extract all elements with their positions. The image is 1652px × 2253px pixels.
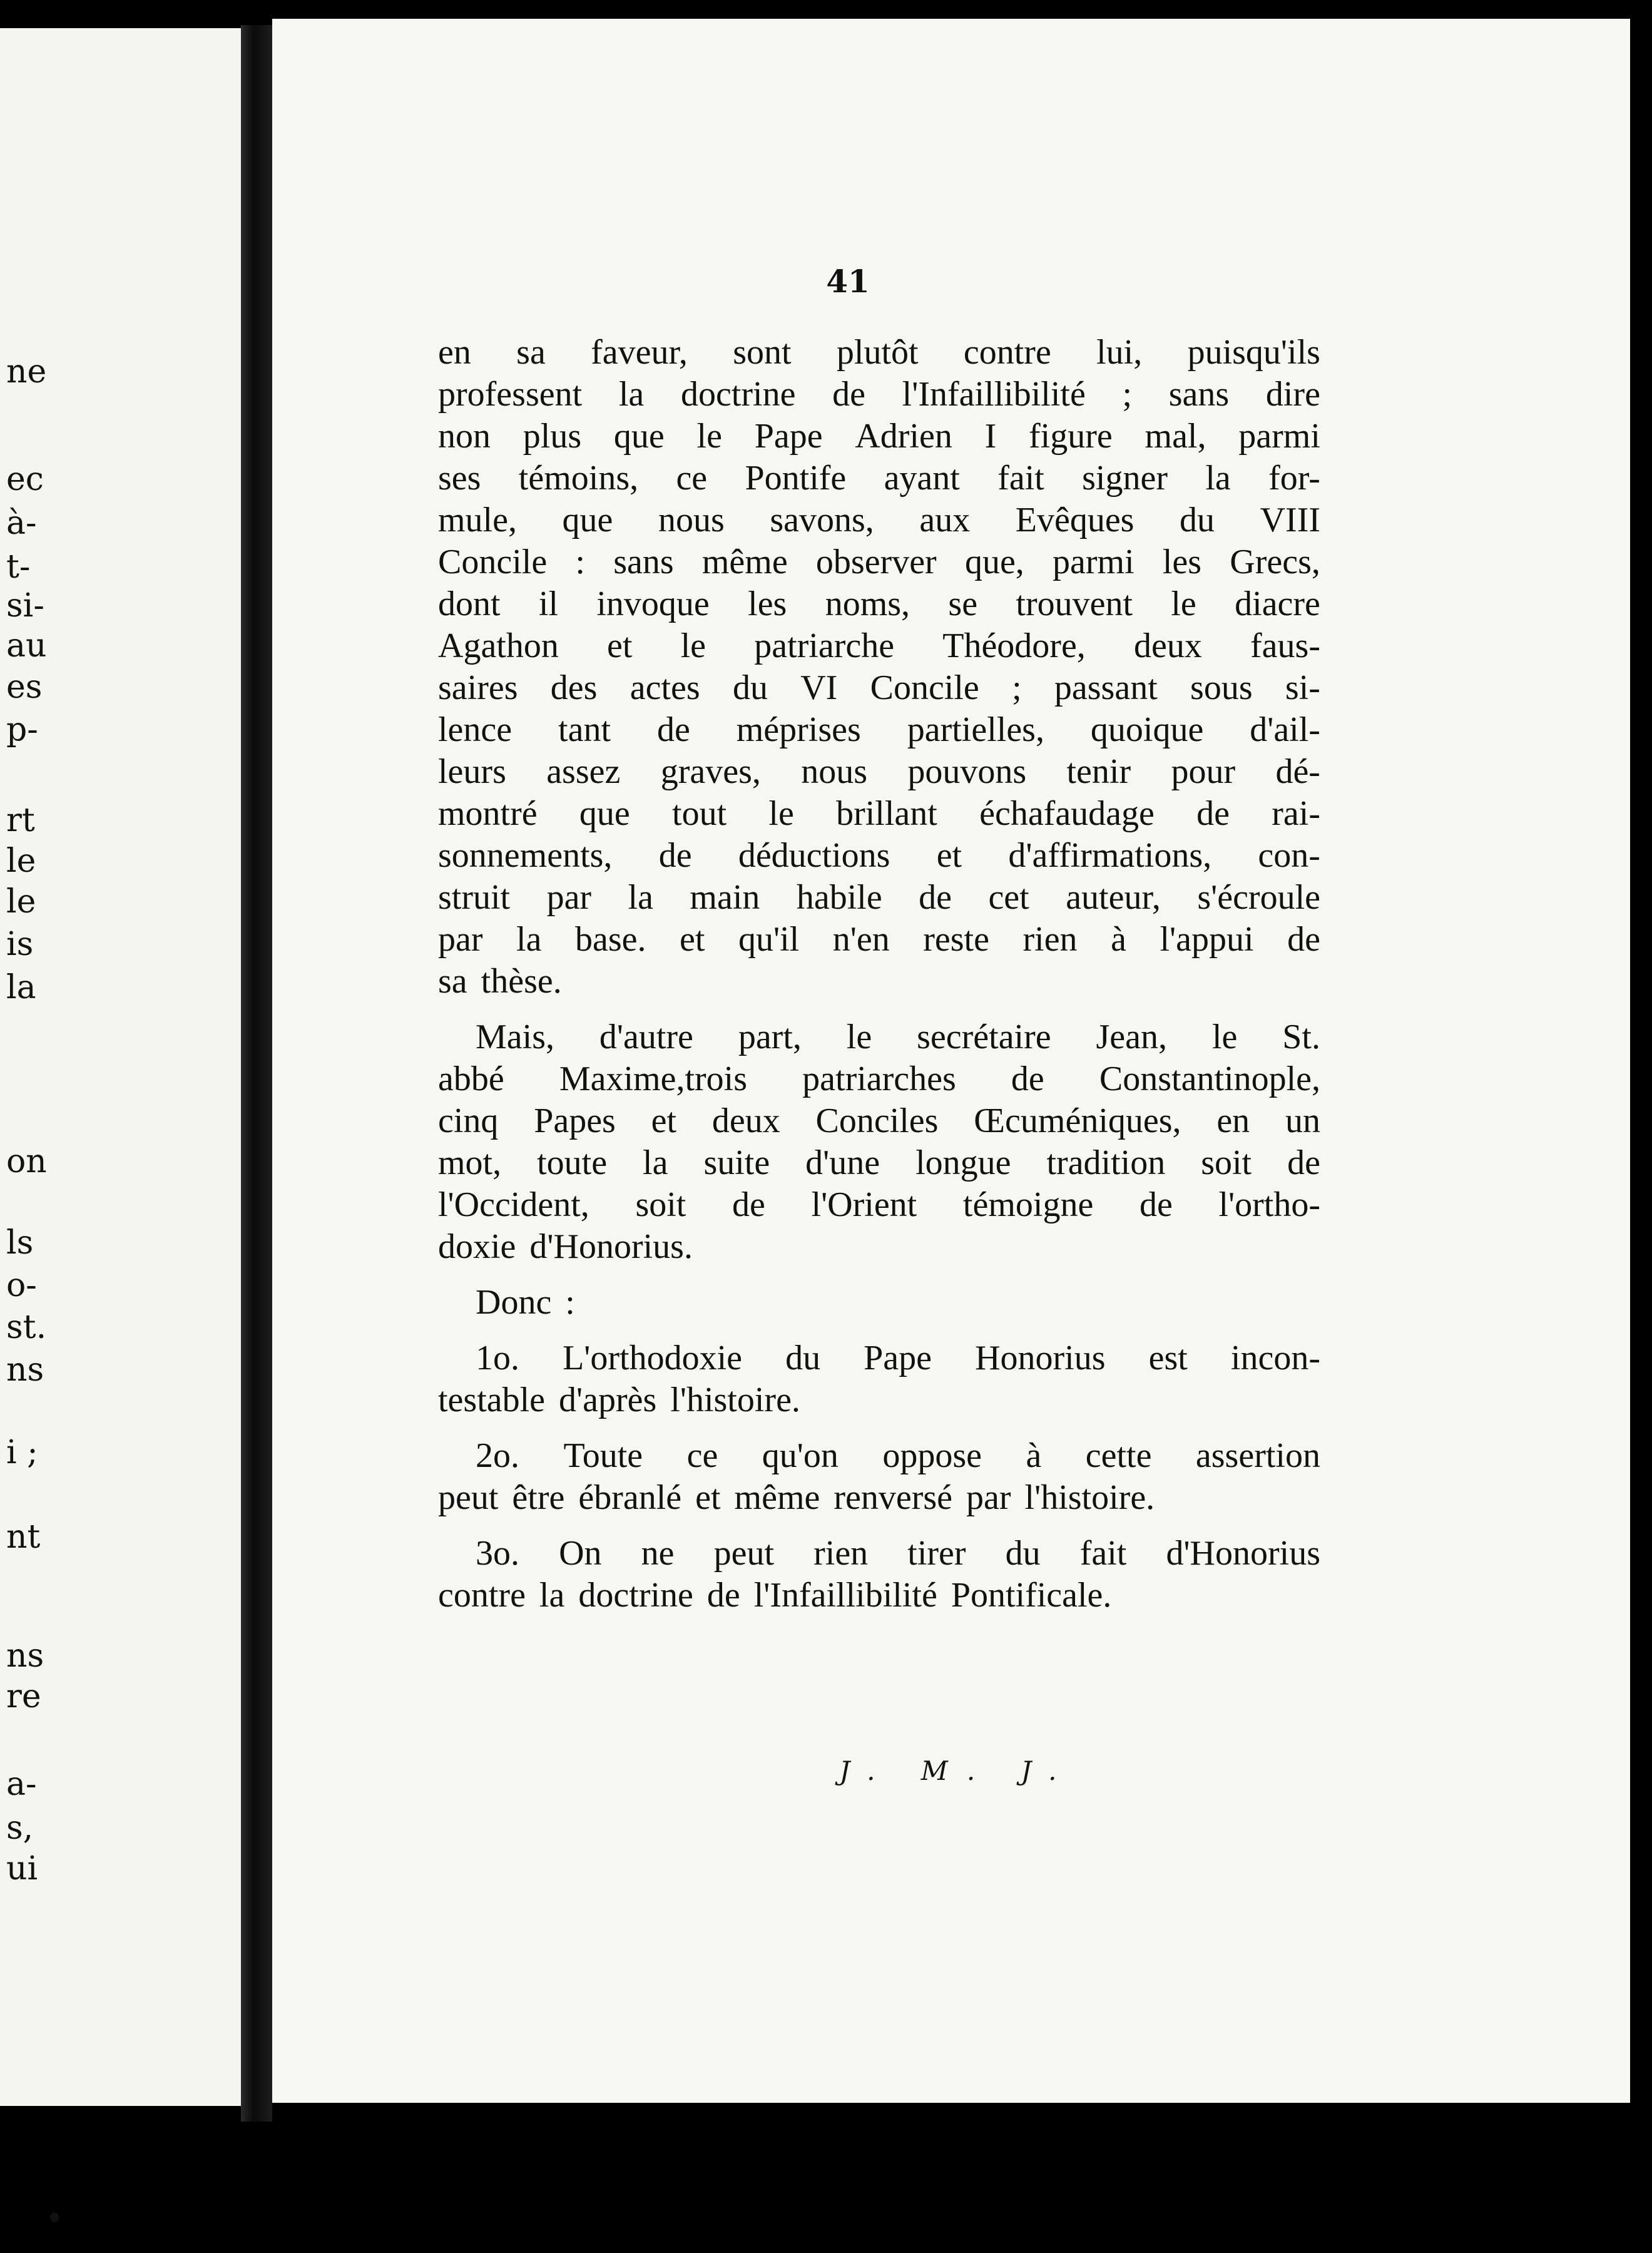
word: l'Infaillibilité — [753, 1576, 937, 1615]
word: testable — [438, 1381, 546, 1419]
word: un — [1285, 1101, 1320, 1140]
paragraph-gap — [438, 1519, 1320, 1533]
page-number: 41 — [826, 263, 870, 300]
left-page-fragment: on — [6, 1143, 47, 1180]
word: la — [516, 920, 542, 959]
paragraph-gap — [438, 1421, 1320, 1435]
word: que, — [964, 543, 1024, 581]
word: être — [512, 1478, 565, 1517]
word: patriarches — [802, 1060, 956, 1098]
word: si- — [1285, 668, 1320, 707]
left-page-edge — [0, 28, 241, 2106]
text-line — [438, 625, 1320, 667]
left-page-fragment: la — [6, 969, 36, 1006]
word: même — [701, 543, 788, 581]
word: plus — [523, 417, 582, 456]
word: assez — [546, 752, 621, 791]
text-line — [438, 1379, 1320, 1421]
word: sa — [516, 333, 546, 372]
word: deux — [711, 1101, 780, 1140]
word: L'orthodoxie — [563, 1339, 742, 1377]
word: cinq — [438, 1101, 499, 1140]
word: Pape — [754, 417, 823, 456]
word: quoique — [1090, 710, 1204, 749]
word: la — [643, 1143, 668, 1182]
word: Concile — [438, 543, 548, 581]
text-line — [438, 1184, 1320, 1226]
word: contre — [963, 333, 1051, 372]
word: d'Honorius. — [529, 1227, 693, 1266]
word: des — [550, 668, 598, 707]
word: fait — [1079, 1534, 1127, 1573]
word: faus- — [1250, 626, 1320, 665]
text-line — [438, 709, 1320, 751]
word: Jean, — [1096, 1018, 1168, 1056]
word: le — [768, 794, 794, 833]
word: Agathon — [438, 626, 559, 665]
word: mule, — [438, 501, 517, 539]
word: parmi — [1053, 543, 1134, 581]
left-page-fragment: i ; — [6, 1434, 38, 1471]
word: méprises — [736, 710, 861, 749]
word: qu'on — [762, 1436, 839, 1475]
text-line — [438, 1435, 1320, 1477]
word: suite — [703, 1143, 770, 1182]
word: contre — [438, 1576, 526, 1615]
word: lui, — [1096, 333, 1143, 372]
word: les — [1162, 543, 1202, 581]
word: con- — [1258, 836, 1320, 875]
word: et — [651, 1101, 677, 1140]
text-line — [438, 793, 1320, 835]
word: témoigne — [962, 1185, 1094, 1224]
word: passant — [1054, 668, 1158, 707]
word: trouvent — [1016, 585, 1133, 623]
word: le — [696, 417, 722, 456]
word: la — [1205, 459, 1231, 498]
word: d'ail- — [1250, 710, 1320, 749]
word: ce — [676, 459, 708, 498]
word: On — [559, 1534, 602, 1573]
word: habile — [796, 878, 882, 917]
word: rien — [1022, 920, 1078, 959]
word: doxie — [438, 1227, 516, 1266]
left-page-fragment: au — [6, 627, 47, 665]
word: le — [680, 626, 706, 665]
word: peut — [438, 1478, 499, 1517]
word: 1o. — [476, 1339, 519, 1377]
word: de — [1139, 1185, 1173, 1224]
word: même — [734, 1478, 820, 1517]
word: l'histoire. — [1024, 1478, 1155, 1517]
word: ; — [1122, 375, 1133, 414]
word: d'après — [559, 1381, 657, 1419]
word: toute — [537, 1143, 608, 1182]
left-page-fragment: t- — [6, 548, 31, 586]
word: par — [966, 1478, 1011, 1517]
word: plutôt — [836, 333, 919, 372]
word: Papes — [534, 1101, 616, 1140]
word: que — [579, 794, 630, 833]
word: sous — [1190, 668, 1253, 707]
word: tradition — [1046, 1143, 1166, 1182]
word: brillant — [836, 794, 937, 833]
word: l'Infaillibilité — [902, 375, 1086, 414]
word: de — [1196, 794, 1230, 833]
word: auteur, — [1066, 878, 1161, 917]
word: il — [538, 585, 559, 623]
word: Mais, — [476, 1018, 554, 1056]
word: Honorius — [975, 1339, 1106, 1377]
text-line — [438, 835, 1320, 877]
word: abbé — [438, 1060, 504, 1098]
word: sans — [1168, 375, 1230, 414]
left-page-fragment: ls — [6, 1224, 34, 1262]
word: patriarche — [754, 626, 895, 665]
word: et — [936, 836, 962, 875]
word: sans — [613, 543, 674, 581]
paragraph-gap — [438, 1268, 1320, 1282]
word: le — [1171, 585, 1196, 623]
word: et — [680, 920, 705, 959]
word: Pape — [864, 1339, 932, 1377]
word: tant — [558, 710, 611, 749]
word: Maxime,trois — [559, 1060, 748, 1098]
word: en — [438, 333, 471, 372]
word: struit — [438, 878, 511, 917]
word: professent — [438, 375, 583, 414]
text-line — [438, 583, 1320, 625]
word: l'Orient — [811, 1185, 917, 1224]
word: les — [748, 585, 787, 623]
word: témoins, — [518, 459, 639, 498]
word: assertion — [1195, 1436, 1320, 1475]
word: diacre — [1235, 585, 1320, 623]
word: la — [618, 375, 645, 414]
text-line — [438, 919, 1320, 961]
left-page-fragment: le — [6, 883, 36, 921]
word: du — [732, 668, 768, 707]
text-line — [438, 877, 1320, 919]
word: lence — [438, 710, 512, 749]
word: par — [546, 878, 592, 917]
word: que — [562, 501, 613, 539]
word: cette — [1085, 1436, 1152, 1475]
signature-jmj: J. M. J. — [839, 1755, 1076, 1786]
word: de — [832, 375, 865, 414]
word: d'autre — [599, 1018, 693, 1056]
word: du — [1180, 501, 1215, 539]
word: d'affirmations, — [1008, 836, 1212, 875]
word: du — [1005, 1534, 1041, 1573]
word: l'appui — [1160, 920, 1254, 959]
word: de — [732, 1185, 765, 1224]
left-page-fragment: nt — [6, 1518, 41, 1556]
word: se — [948, 585, 978, 623]
word: ses — [438, 459, 481, 498]
word: sonnements, — [438, 836, 613, 875]
text-line — [438, 1575, 1320, 1617]
word: qu'il — [738, 920, 800, 959]
word: de — [919, 878, 952, 917]
word: actes — [630, 668, 700, 707]
left-page-fragment: is — [6, 926, 34, 963]
word: mal, — [1145, 417, 1206, 456]
text-line — [438, 332, 1320, 374]
text-line — [438, 1100, 1320, 1142]
word: et — [607, 626, 633, 665]
word: aux — [919, 501, 971, 539]
text-line — [438, 1533, 1320, 1575]
word: Conciles — [815, 1101, 939, 1140]
text-line — [438, 1142, 1320, 1184]
word: dont — [438, 585, 501, 623]
text-line — [438, 1337, 1320, 1379]
word: rien — [813, 1534, 869, 1573]
word: 2o. — [476, 1436, 519, 1475]
word: que — [613, 417, 665, 456]
word: à — [1026, 1436, 1042, 1475]
word: ne — [641, 1534, 675, 1573]
word: 3o. — [476, 1534, 519, 1573]
word: du — [785, 1339, 821, 1377]
word: s'écroule — [1197, 878, 1320, 917]
word: VI — [800, 668, 838, 707]
word: doctrine — [680, 375, 796, 414]
left-page-fragment: à- — [6, 504, 37, 542]
text-line — [438, 416, 1320, 457]
word: sa — [438, 962, 467, 1001]
left-page-fragment: le — [6, 842, 36, 880]
word: Evêques — [1015, 501, 1134, 539]
body-text — [438, 332, 1320, 1617]
word: I — [984, 417, 997, 456]
left-page-fragment: es — [6, 668, 43, 706]
word: Toute — [563, 1436, 643, 1475]
paragraph-gap — [438, 1003, 1320, 1016]
left-page-fragment: p- — [6, 711, 38, 748]
word: part, — [738, 1018, 802, 1056]
word: partielles, — [907, 710, 1044, 749]
word: thèse. — [481, 962, 562, 1001]
word: observer — [815, 543, 937, 581]
word: soit — [1201, 1143, 1252, 1182]
word: montré — [438, 794, 538, 833]
word: ébranlé — [578, 1478, 682, 1517]
left-page-fragment: ui — [6, 1850, 38, 1888]
word: puisqu'ils — [1187, 333, 1320, 372]
paragraph-gap — [438, 1324, 1320, 1337]
word: mot, — [438, 1143, 502, 1182]
text-line — [438, 1477, 1320, 1519]
word: de — [1011, 1060, 1044, 1098]
left-page-fragment: o- — [6, 1267, 37, 1304]
text-line — [438, 541, 1320, 583]
text-line — [438, 499, 1320, 541]
left-page-fragment: re — [6, 1678, 41, 1715]
word: savons, — [770, 501, 874, 539]
word: parmi — [1238, 417, 1320, 456]
word: deux — [1133, 626, 1202, 665]
word: cet — [988, 878, 1029, 917]
text-line — [438, 1058, 1320, 1100]
left-page-fragment: ns — [6, 1351, 44, 1389]
word: Grecs, — [1230, 543, 1320, 581]
word: pouvons — [907, 752, 1027, 791]
word: déductions — [738, 836, 890, 875]
word: Pontificale. — [951, 1576, 1112, 1615]
word: Donc — [476, 1283, 552, 1322]
word: de — [706, 1576, 740, 1615]
left-page-fragment: si- — [6, 587, 44, 625]
text-line — [438, 751, 1320, 793]
word: est — [1148, 1339, 1188, 1377]
word: fait — [997, 459, 1044, 498]
word: Théodore, — [942, 626, 1086, 665]
word: oppose — [882, 1436, 982, 1475]
word: tenir — [1066, 752, 1131, 791]
word: reste — [923, 920, 989, 959]
word: Œcuméniques, — [974, 1101, 1181, 1140]
left-page-fragment: ne — [6, 353, 47, 391]
word: nous — [801, 752, 867, 791]
word: faveur, — [591, 333, 688, 372]
word: leurs — [438, 752, 506, 791]
word: Constantinople, — [1099, 1060, 1320, 1098]
word: longue — [915, 1143, 1011, 1182]
word: le — [1211, 1018, 1238, 1056]
right-page — [272, 19, 1630, 2103]
word: sont — [733, 333, 792, 372]
word: l'Occident, — [438, 1185, 589, 1224]
word: dé- — [1275, 752, 1320, 791]
text-line — [438, 667, 1320, 709]
text-line — [438, 1282, 1320, 1324]
text-line — [438, 1016, 1320, 1058]
word: Adrien — [855, 417, 952, 456]
word: incon- — [1230, 1339, 1320, 1377]
word: la — [628, 878, 653, 917]
dust-speck — [50, 2212, 59, 2222]
word: de — [656, 710, 690, 749]
word: soit — [635, 1185, 686, 1224]
word: et — [695, 1478, 721, 1517]
word: graves, — [660, 752, 761, 791]
text-line — [438, 1226, 1320, 1268]
word: Concile — [870, 668, 979, 707]
left-page-fragment: a- — [6, 1765, 37, 1803]
text-line — [438, 961, 1320, 1003]
word: non — [438, 417, 491, 456]
word: ce — [686, 1436, 718, 1475]
left-page-fragment: s, — [6, 1809, 34, 1847]
word: par — [438, 920, 483, 959]
word: ayant — [884, 459, 960, 498]
word: tout — [672, 794, 727, 833]
word: Pontife — [745, 459, 847, 498]
word: VIII — [1260, 501, 1320, 539]
word: nous — [658, 501, 725, 539]
word: la — [539, 1576, 565, 1615]
word: doctrine — [578, 1576, 693, 1615]
word: secrétaire — [917, 1018, 1051, 1056]
word: rai- — [1272, 794, 1320, 833]
word: de — [1287, 1143, 1320, 1182]
word: : — [565, 1283, 575, 1322]
word: for- — [1268, 459, 1320, 498]
word: d'une — [805, 1143, 880, 1182]
left-page-fragment: rt — [6, 802, 35, 839]
word: tirer — [907, 1534, 966, 1573]
text-line — [438, 374, 1320, 416]
word: peut — [713, 1534, 775, 1573]
word: : — [575, 543, 585, 581]
word: noms, — [825, 585, 910, 623]
word: à — [1111, 920, 1126, 959]
word: d'Honorius — [1166, 1534, 1320, 1573]
word: figure — [1029, 417, 1113, 456]
word: le — [846, 1018, 872, 1056]
word: dire — [1265, 375, 1320, 414]
word: main — [690, 878, 760, 917]
left-page-fragment: st. — [6, 1309, 47, 1346]
word: de — [658, 836, 692, 875]
word: saires — [438, 668, 518, 707]
word: l'ortho- — [1218, 1185, 1320, 1224]
word: signer — [1082, 459, 1168, 498]
word: l'histoire. — [670, 1381, 800, 1419]
book-gutter — [241, 25, 272, 2122]
word: en — [1216, 1101, 1250, 1140]
word: St. — [1282, 1018, 1320, 1056]
word: n'en — [832, 920, 890, 959]
word: de — [1287, 920, 1320, 959]
word: renversé — [834, 1478, 953, 1517]
text-line — [438, 457, 1320, 499]
left-page-fragment: ec — [6, 461, 44, 498]
word: base. — [575, 920, 646, 959]
word: invoque — [596, 585, 710, 623]
word: échafaudage — [979, 794, 1155, 833]
word: pour — [1171, 752, 1236, 791]
word: ; — [1012, 668, 1022, 707]
left-page-fragment: ns — [6, 1637, 44, 1675]
